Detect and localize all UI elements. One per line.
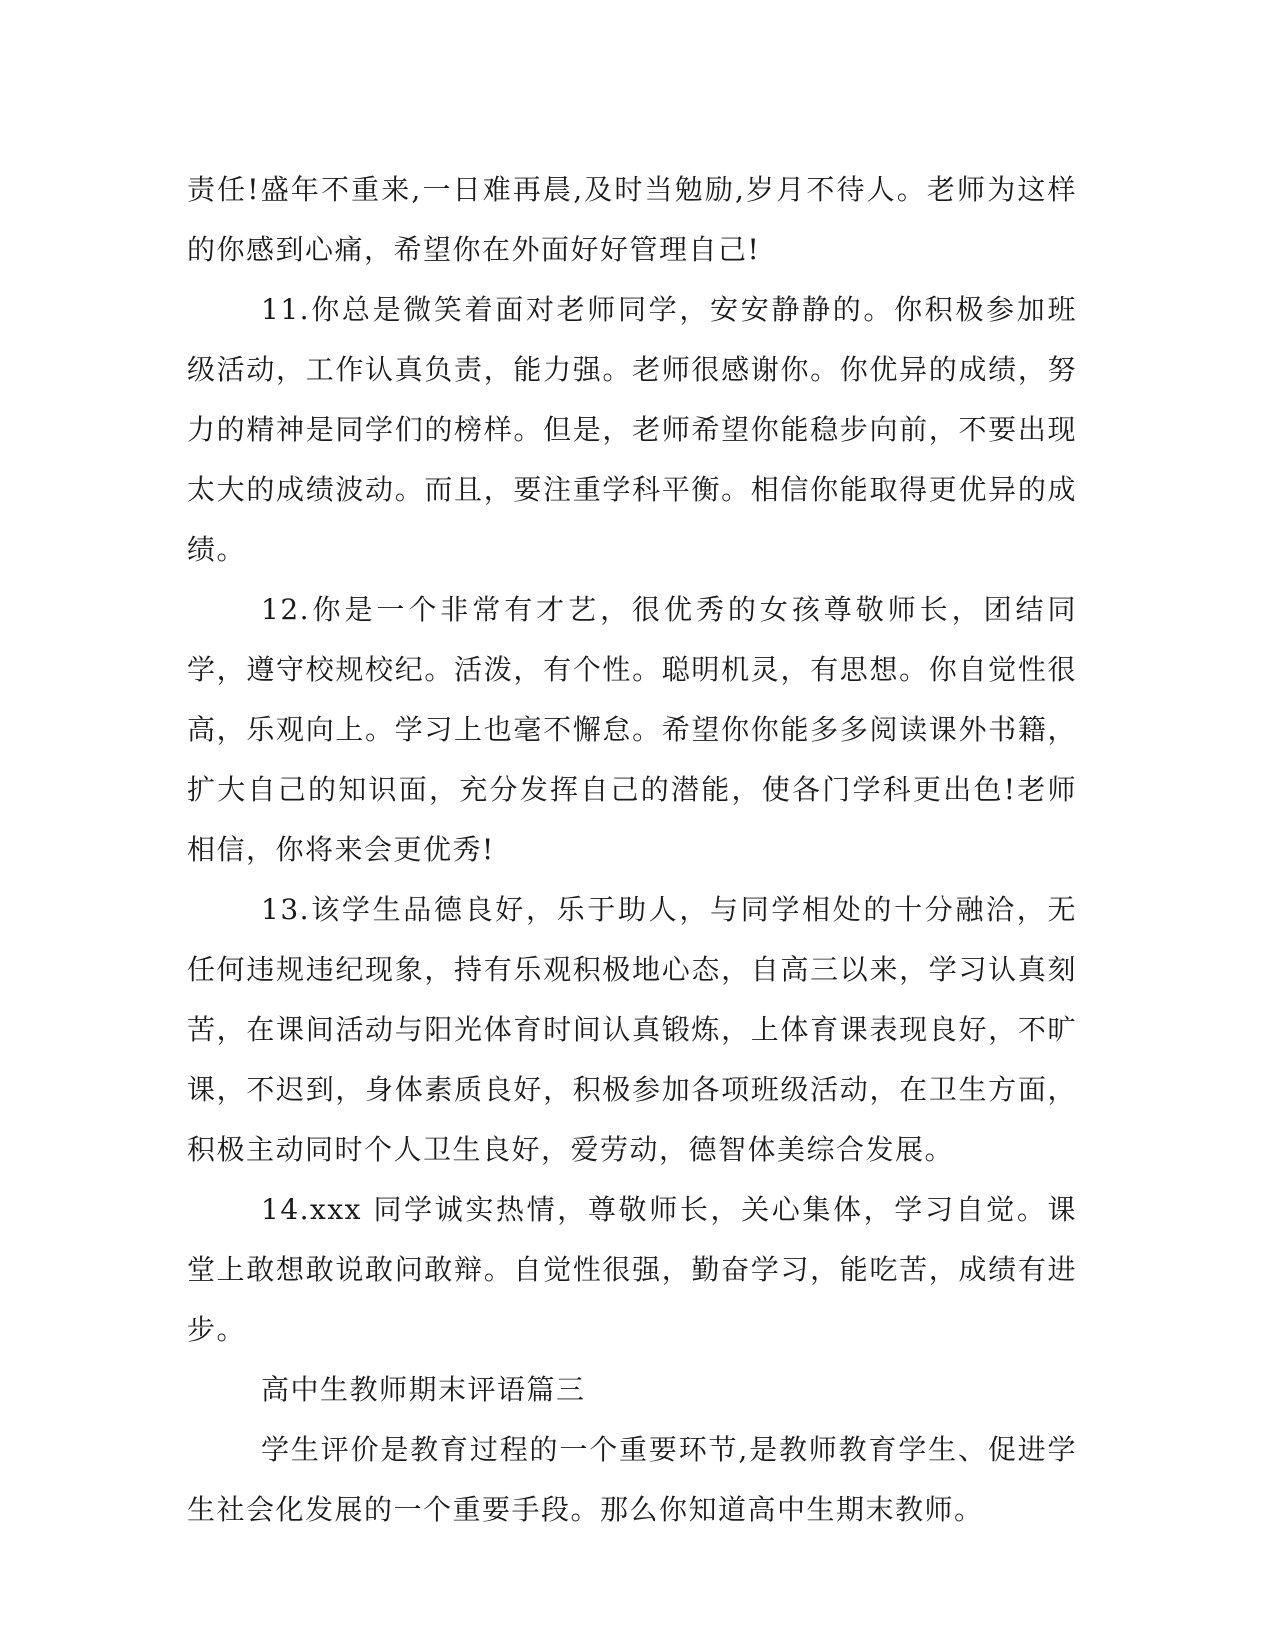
paragraph-intro: 学生评价是教育过程的一个重要环节,是教师教育学生、促进学生社会化发展的一个重要手段。那么你知道高中生期末教师。 [187,1433,1077,1526]
paragraph-comment-14: 14.xxx 同学诚实热情，尊敬师长，关心集体，学习自觉。课堂上敢想敢说敢问敢辩。自觉性很强，勤奋学习，能吃苦，成绩有进步。 [187,1193,1077,1346]
section-heading: 高中生教师期末评语篇三 [261,1373,586,1406]
document-body [187,160,1077,1540]
paragraph-comment-11: 11.你总是微笑着面对老师同学，安安静静的。你积极参加班级活动，工作认真负责，能力强。老师很感谢你。你优异的成绩，努力的精神是同学们的榜样。但是，老师希望你能稳步向前，不要出现太大的成绩波动。而且，要注重学科平衡。相信你能取得更优异的成绩。 [187,293,1077,566]
paragraph-comment-13: 13.该学生品德良好，乐于助人，与同学相处的十分融洽，无任何违规违纪现象，持有乐观积极地心态，自高三以来，学习认真刻苦，在课间活动与阳光体育时间认真锻炼，上体育课表现良好，不旷课，不迟到，身体素质良好，积极参加各项班级活动，在卫生方面，积极主动同时个人卫生良好，爱劳动，德智体美综合发展。 [187,893,1077,1166]
paragraph-continuation: 责任!盛年不重来,一日难再晨,及时当勉励,岁月不待人。老师为这样的你感到心痛，希望你在外面好好管理自己! [187,173,1077,266]
paragraph-comment-12: 12.你是一个非常有才艺，很优秀的女孩尊敬师长，团结同学，遵守校规校纪。活泼，有个性。聪明机灵，有思想。你自觉性很高，乐观向上。学习上也毫不懈怠。希望你你能多多阅读课外书籍，扩大自己的知识面，充分发挥自己的潜能，使各门学科更出色!老师相信，你将来会更优秀! [187,593,1077,866]
